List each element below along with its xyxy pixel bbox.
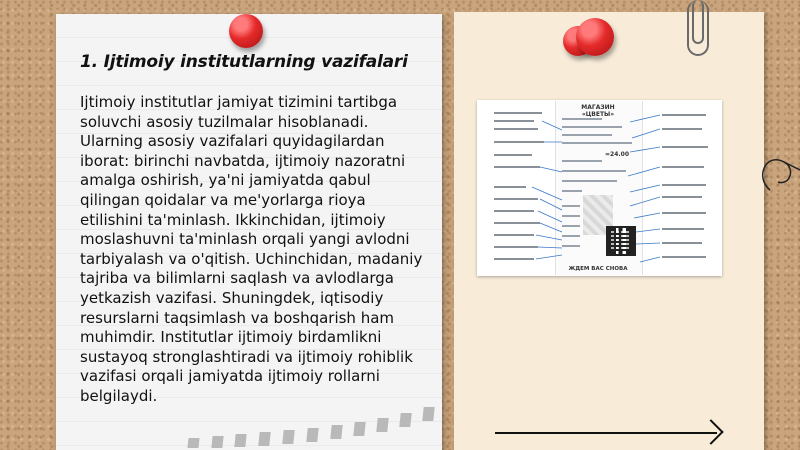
receipt-footer: ЖДЕМ ВАС СНОВА (568, 266, 628, 272)
squiggle-icon (763, 160, 791, 190)
receipt-total: =24.00 (605, 151, 630, 158)
body-paragraph: Ijtimoiy institutlar jamiyat tizimini tartibga soluvchi asosiy tuzilmalar hisoblanadi. Ularning asosiy vazifalari quyidagilardan iborat: birinchi navbatda, ijtimoiy nazoratni amalga oshirish, ya'ni jamiyatda qabul qilingan qoidalar va me'yorlarga rioya etilishini ta'minlash. Ikkinchidan, ijtimoiy moslashuvni ta'minlash orqali yangi avlodni tarbiyalash va o'qitish. Uchinchidan, madaniy tajriba va bilimlarni saqlash va avlodlarga yetkazish vazifasi. Shuningdek, iqtisodiy resurslarni taqsimlash va boshqarish ham muhimdir. Institutlar ijtimoiy birdamlikni sustayoq stronglashtiradi va ijtimoiy rohiblik vazifasi orqali jamiyatda ijtimoiy rollarni belgilaydi. (80, 93, 423, 405)
section-title: 1. Ijtimoiy institutlarning vazifalari (80, 52, 408, 72)
arrow-right-icon (495, 432, 717, 434)
receipt-store-name: МАГАЗИН «ЦВЕТЫ» (581, 104, 615, 118)
